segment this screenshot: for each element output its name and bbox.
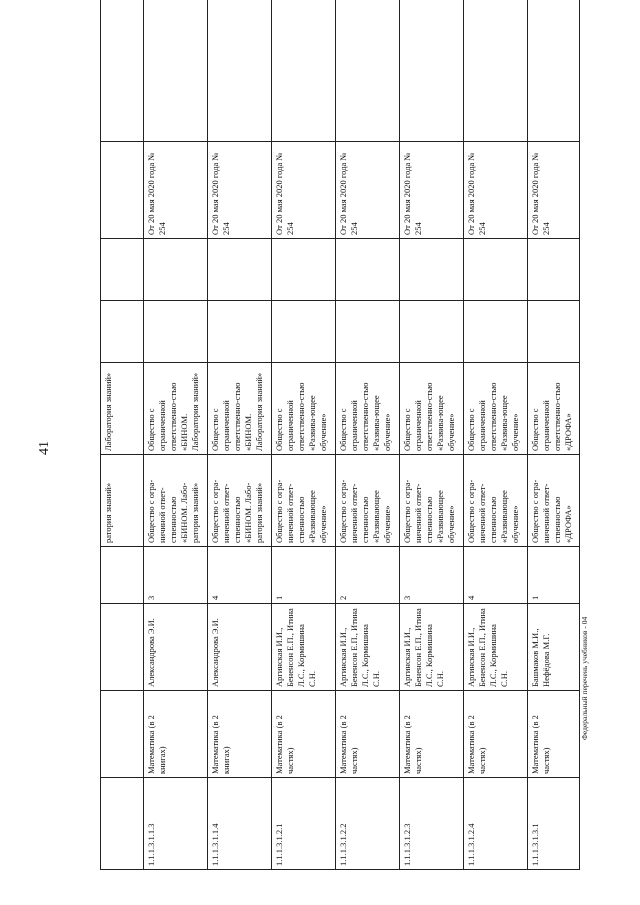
cell-publisher: Общество с огра-ниченной ответ-ственностью «Развивающее обучение»	[399, 455, 463, 547]
cell-authors: Аргинская И.И., Бененсон Е.П., Итина Л.С., Кормишина С.Н.	[335, 604, 399, 691]
cell-grade: 2	[335, 547, 399, 604]
cell-authors: Башмаков М.И., Нефёдова М.Г.	[527, 604, 579, 691]
cell-subject: Математика (в 2 частях)	[399, 691, 463, 778]
table-row	[207, 0, 271, 870]
footer-text: Федеральный перечень учебников - 04	[580, 616, 589, 740]
cell-code: 1.1.1.3.1.2.2	[335, 778, 399, 870]
cell-empty3	[463, 0, 527, 142]
cell-empty1	[144, 301, 208, 363]
cell-legal: Общество с ограниченной ответственно-стью «Развива-ющее обучение»	[399, 363, 463, 455]
cell-order: От 20 мая 2020 года № 254	[335, 142, 399, 239]
cell-grade: 4	[463, 547, 527, 604]
table-row	[463, 0, 527, 870]
cell-code: 1.1.1.3.1.3.1	[527, 778, 579, 870]
cell-publisher: Общество с огра-ничиной ответ-ственностью «БИНОМ. Лабо-ратория знаний»	[144, 455, 208, 547]
textbook-table	[100, 0, 580, 870]
table-row	[271, 0, 335, 870]
table-row	[399, 0, 463, 870]
table-row	[335, 0, 399, 870]
header-cell	[101, 604, 144, 691]
cell-legal: Общество с ограниченной ответственно-стью «Развива-ющее обучение»	[335, 363, 399, 455]
cell-authors: Александрова Э.И.	[207, 604, 271, 691]
cell-order: От 20 мая 2020 года № 254	[271, 142, 335, 239]
cell-empty1	[399, 301, 463, 363]
header-cell	[101, 239, 144, 301]
cell-code: 1.1.1.3.1.2.1	[271, 778, 335, 870]
cell-code: 1.1.1.3.1.1.4	[207, 778, 271, 870]
cell-empty1	[463, 301, 527, 363]
cell-legal: Общество с ограниченной ответственно-стью «БИНОМ. Лаборатория знаний»	[144, 363, 208, 455]
cell-empty2	[463, 239, 527, 301]
cell-subject: Математика (в 2 книгах)	[207, 691, 271, 778]
cell-empty1	[207, 301, 271, 363]
header-cell: Лаборатория знаний»	[101, 363, 144, 455]
cell-code: 1.1.1.3.1.2.3	[399, 778, 463, 870]
cell-empty3	[144, 0, 208, 142]
cell-empty3	[399, 0, 463, 142]
cell-publisher: Общество с огра-ниченной ответ-ственностью «Развивающее обучение»	[271, 455, 335, 547]
cell-grade: 3	[144, 547, 208, 604]
cell-publisher: Общество с огра-ниченной ответ-ственностью «БИНОМ. Лабо-ратория знаний»	[207, 455, 271, 547]
header-cell	[101, 547, 144, 604]
cell-order: От 20 мая 2020 года № 254	[463, 142, 527, 239]
header-cell	[101, 778, 144, 870]
cell-authors: Аргинская И.И., Бененсон Е.П., Итина Л.С., Кормишина С.Н.	[399, 604, 463, 691]
cell-subject: Математика (в 2 частях)	[335, 691, 399, 778]
cell-empty3	[335, 0, 399, 142]
cell-subject: Математика (в 2 частях)	[527, 691, 579, 778]
cell-empty3	[271, 0, 335, 142]
table-header-row	[101, 0, 144, 870]
cell-empty1	[527, 301, 579, 363]
cell-order: От 20 мая 2020 года № 254	[207, 142, 271, 239]
header-cell	[101, 0, 144, 142]
cell-legal: Общество с ограниченной ответственно-стью «Развива-ющее обучение»	[463, 363, 527, 455]
header-cell	[101, 301, 144, 363]
cell-empty1	[271, 301, 335, 363]
cell-legal: Общество с ограниченной ответственно-стью «БИНОМ. Лаборатория знаний»	[207, 363, 271, 455]
header-cell	[101, 142, 144, 239]
cell-publisher: Общество с огра-ниченной ответ-ственностью «ДРОФА»	[527, 455, 579, 547]
cell-empty2	[271, 239, 335, 301]
cell-empty3	[527, 0, 579, 142]
cell-empty2	[144, 239, 208, 301]
textbook-table-wrap	[100, 30, 580, 870]
cell-authors: Аргинская И.И., Бененсон Е.П., Итина Л.С., Кормишина С.Н.	[271, 604, 335, 691]
cell-publisher: Общество с огра-ниченной ответ-ственностью «Развивающее обучение»	[335, 455, 399, 547]
cell-order: От 20 мая 2020 года № 254	[144, 142, 208, 239]
cell-subject: Математика (в 2 частях)	[463, 691, 527, 778]
cell-grade: 4	[207, 547, 271, 604]
cell-order: От 20 мая 2020 года № 254	[527, 142, 579, 239]
cell-legal: Общество с ограниченной ответственно-стью «ДРОФА»	[527, 363, 579, 455]
cell-empty2	[527, 239, 579, 301]
cell-subject: Математика (в 2 книгах)	[144, 691, 208, 778]
cell-grade: 3	[399, 547, 463, 604]
table-body	[101, 0, 580, 870]
cell-empty2	[335, 239, 399, 301]
cell-code: 1.1.1.3.1.1.3	[144, 778, 208, 870]
cell-empty2	[399, 239, 463, 301]
cell-authors: Александрова Э.И.	[144, 604, 208, 691]
cell-empty2	[207, 239, 271, 301]
cell-legal: Общество с ограниченной ответственно-стью «Развива-ющее обучение»	[271, 363, 335, 455]
page-number: 41	[37, 441, 52, 455]
table-row	[527, 0, 579, 870]
cell-empty1	[335, 301, 399, 363]
cell-grade: 1	[271, 547, 335, 604]
cell-subject: Математика (в 2 частях)	[271, 691, 335, 778]
cell-authors: Аргинская И.И., Бененсон Е.П., Итина Л.С., Кормишина С.Н.	[463, 604, 527, 691]
header-cell	[101, 691, 144, 778]
cell-grade: 1	[527, 547, 579, 604]
cell-empty3	[207, 0, 271, 142]
cell-code: 1.1.1.3.1.2.4	[463, 778, 527, 870]
table-row	[144, 0, 208, 870]
cell-order: От 20 мая 2020 года № 254	[399, 142, 463, 239]
cell-publisher: Общество с огра-ниченной ответ-ственностью «Развивающее обучение»	[463, 455, 527, 547]
header-cell: ратория знаний»	[101, 455, 144, 547]
